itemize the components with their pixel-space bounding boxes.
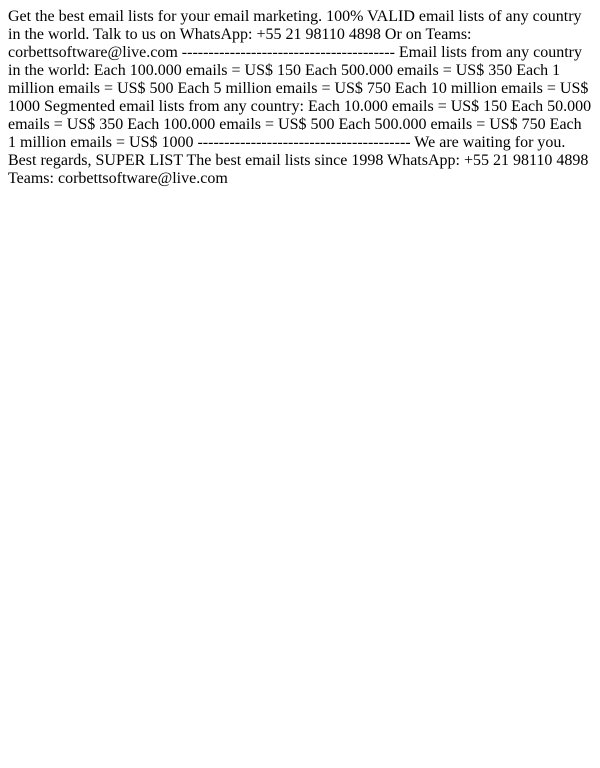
page-body xyxy=(0,0,600,188)
message-text: Get the best email lists for your email marketing. 100% VALID email lists of any country in the world. Talk to us on WhatsApp: +55 21 98110 4898 Or on Teams: corbettsoftware@live.com ---------------------------------------- Email lists from any country in the world: Each 100.000 emails = US$ 150 Each 500.000 emails = US$ 350 Each 1 million emails = US$ 500 Each 5 million emails = US$ 750 Each 10 million emails = US$ 1000 Segmented email lists from any country: Each 10.000 emails = US$ 150 Each 50.000 emails = US$ 350 Each 100.000 emails = US$ 500 Each 500.000 emails = US$ 750 Each 1 million emails = US$ 1000 ---------------------------------------- We are waiting for you. Best regards, SUPER LIST The best email lists since 1998 WhatsApp: +55 21 98110 4898 Teams: corbettsoftware@live.com xyxy=(8,8,592,187)
